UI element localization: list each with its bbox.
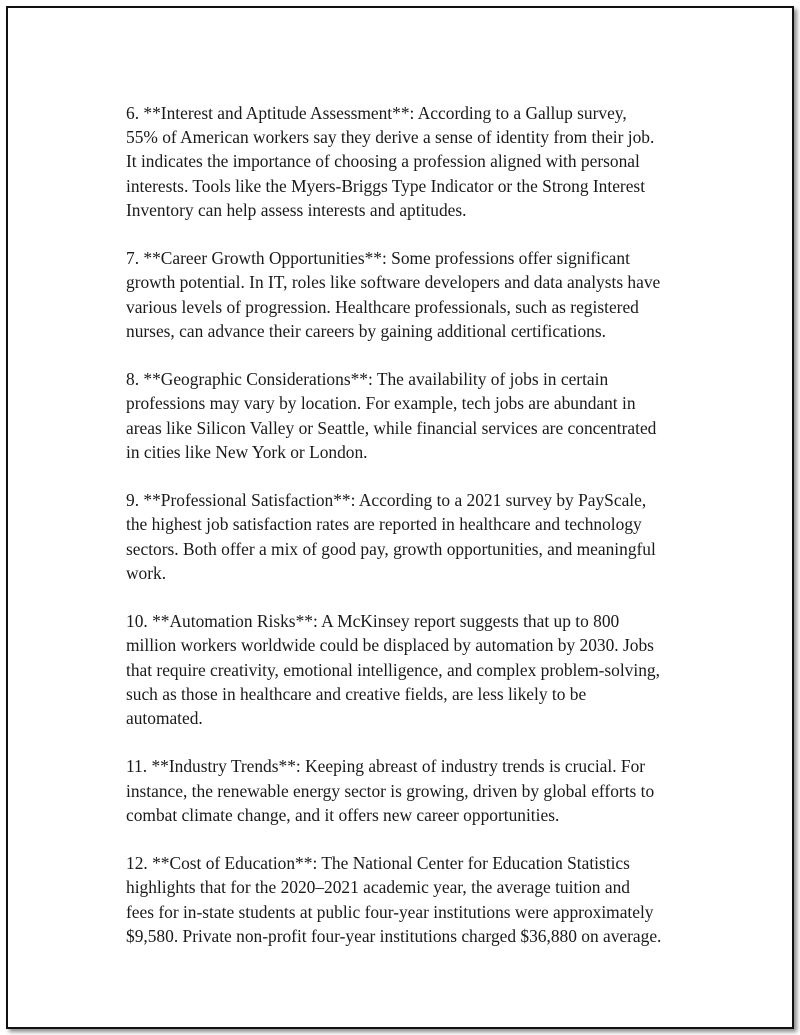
paragraph-career-growth: 7. **Career Growth Opportunities**: Some professions offer significant growth potential. In IT, roles like software developers and data analysts have various levels of progression. Healthcare professionals, such as registered nurses, can advance their careers by gaining additional certifications.: [126, 248, 661, 341]
document-body: [126, 101, 706, 972]
paragraph-geographic: 8. **Geographic Considerations**: The availability of jobs in certain professions may vary by location. For example, tech jobs are abundant in areas like Silicon Valley or Seattle, while financial services are concentrated in cities like New York or London.: [126, 369, 657, 462]
paragraph-cost-of-education: 12. **Cost of Education**: The National Center for Education Statistics highlights that for the 2020–2021 academic year, the average tuition and fees for in-state students at public four-year institutions were approximately $9,580. Private non-profit four-year institutions charged $36,880 on average.: [126, 853, 662, 946]
paragraph-automation-risks: 10. **Automation Risks**: A McKinsey report suggests that up to 800 million workers worldwide could be displaced by automation by 2030. Jobs that require creativity, emotional intelligence, and complex problem-solving, such as those in healthcare and creative fields, are less likely to be automated.: [126, 611, 660, 729]
paragraph-industry-trends: 11. **Industry Trends**: Keeping abreast of industry trends is crucial. For instance, the renewable energy sector is growing, driven by global efforts to combat climate change, and it offers new career opportunities.: [126, 756, 655, 825]
paragraph-satisfaction: 9. **Professional Satisfaction**: According to a 2021 survey by PayScale, the highest job satisfaction rates are reported in healthcare and technology sectors. Both offer a mix of good pay, growth opportunities, and meaningful work.: [126, 490, 656, 583]
page-frame: [6, 6, 794, 1029]
paragraph-interest-aptitude: 6. **Interest and Aptitude Assessment**: According to a Gallup survey, 55% of American workers say they derive a sense of identity from their job. It indicates the importance of choosing a profession aligned with personal interests. Tools like the Myers-Briggs Type Indicator or the Strong Interest Inventory can help assess interests and aptitudes.: [126, 103, 655, 220]
